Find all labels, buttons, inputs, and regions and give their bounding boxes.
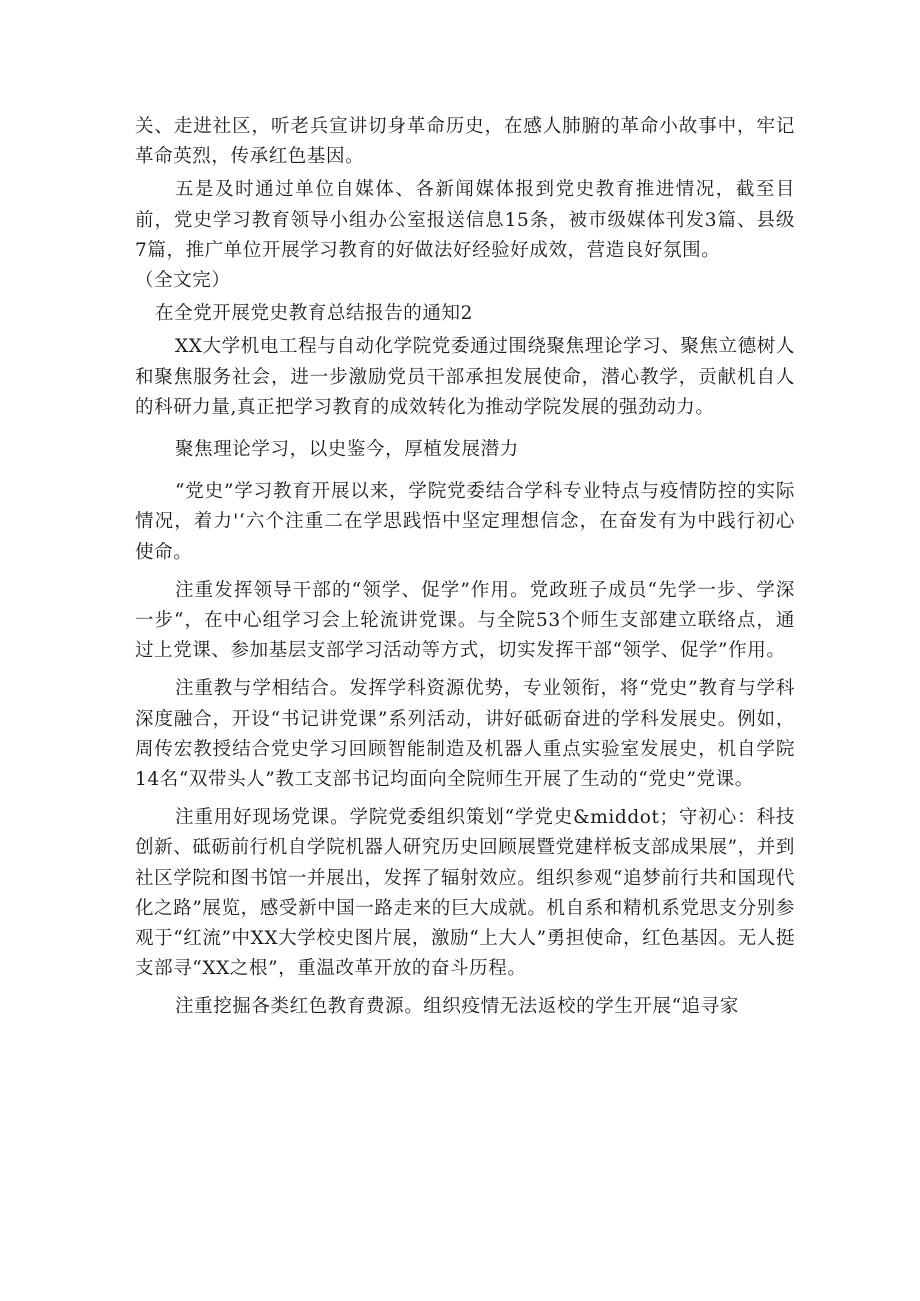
paragraph-media-report: 五是及时通过单位自媒体、各新闻媒体报到党史教育推进情况，截至目前，党史学习教育领导小组办公室报送信息15条，被市级媒体刊发3篇、县级7篇，推广单位开展学习教育的好做法好经验好成效，营造良好氛围。 [135, 179, 795, 261]
section-heading: 聚焦理论学习，以史鉴今，厚植发展潜力 [175, 439, 519, 461]
end-of-text-mark: （全文完） [135, 270, 231, 292]
paragraph-onsite-lectures: 注重用好现场党课。学院党委组织策划“学党史&middot；守初心：科技创新、砥砺前行机自学院机器人研究历史回顾展暨党建样板支部成果展”，并到社区学院和图书馆一并展出，发挥了辐射效应。组织参观“追梦前行共和国现代化之路”展览，感受新中国一路走来的巨大成就。机自系和精机系党思支分别参观于“红流”中XX大学校史图片展，激励“上大人”勇担使命，红色基因。无人挺支部寻“XX之根”，重温改革开放的奋斗历程。 [135, 807, 795, 980]
document-title: 在全党开展党史教育总结报告的通知2 [155, 303, 473, 325]
paragraph-leadership: 注重发挥领导干部的“领学、促学”作用。党政班子成员“先学一步、学深一步“，在中心组学习会上轮流讲党课。与全院53个师生支部建立联络点，通过上党课、参加基层支部学习活动等方式，切实发挥干部“领学、促学”作用。 [135, 579, 795, 662]
paragraph-teaching: 注重教与学相结合。发挥学科资源优势，专业领衔，将“党史”教育与学科深度融合，开设“书记讲党课”系列活动，讲好砥砺奋进的学科发展史。例如，周传宏教授结合党史学习回顾智能制造及机器人重点实验室发展史，机自学院14名“双带头人”教工支部书记均面向全院师生开展了生动的“党史”党课。 [135, 678, 795, 791]
paragraph-continuation: 关、走进社区，听老兵宣讲切身革命历史，在感人肺腑的革命小故事中，牢记革命英烈，传承红色基因。 [135, 116, 795, 168]
paragraph-intro: XX大学机电工程与自动化学院党委通过围绕聚焦理论学习、聚焦立德树人和聚焦服务社会，进一步激励党员干部承担发展使命，潜心教学，贡献机自人的科研力量,真正把学习教育的成效转化为推动学院发展的强劲动力。 [135, 336, 795, 418]
paragraph-overview: “党史”学习教育开展以来，学院党委结合学科专业特点与疫情防控的实际情况，着力'‘六个注重二在学思践悟中坚定理想信念，在奋发有为中践行初心使命。 [135, 481, 795, 563]
document-body [135, 112, 795, 1023]
paragraph-red-resources: 注重挖掘各类红色教育费源。组织疫情无法返校的学生开展“追寻家 [175, 996, 739, 1018]
